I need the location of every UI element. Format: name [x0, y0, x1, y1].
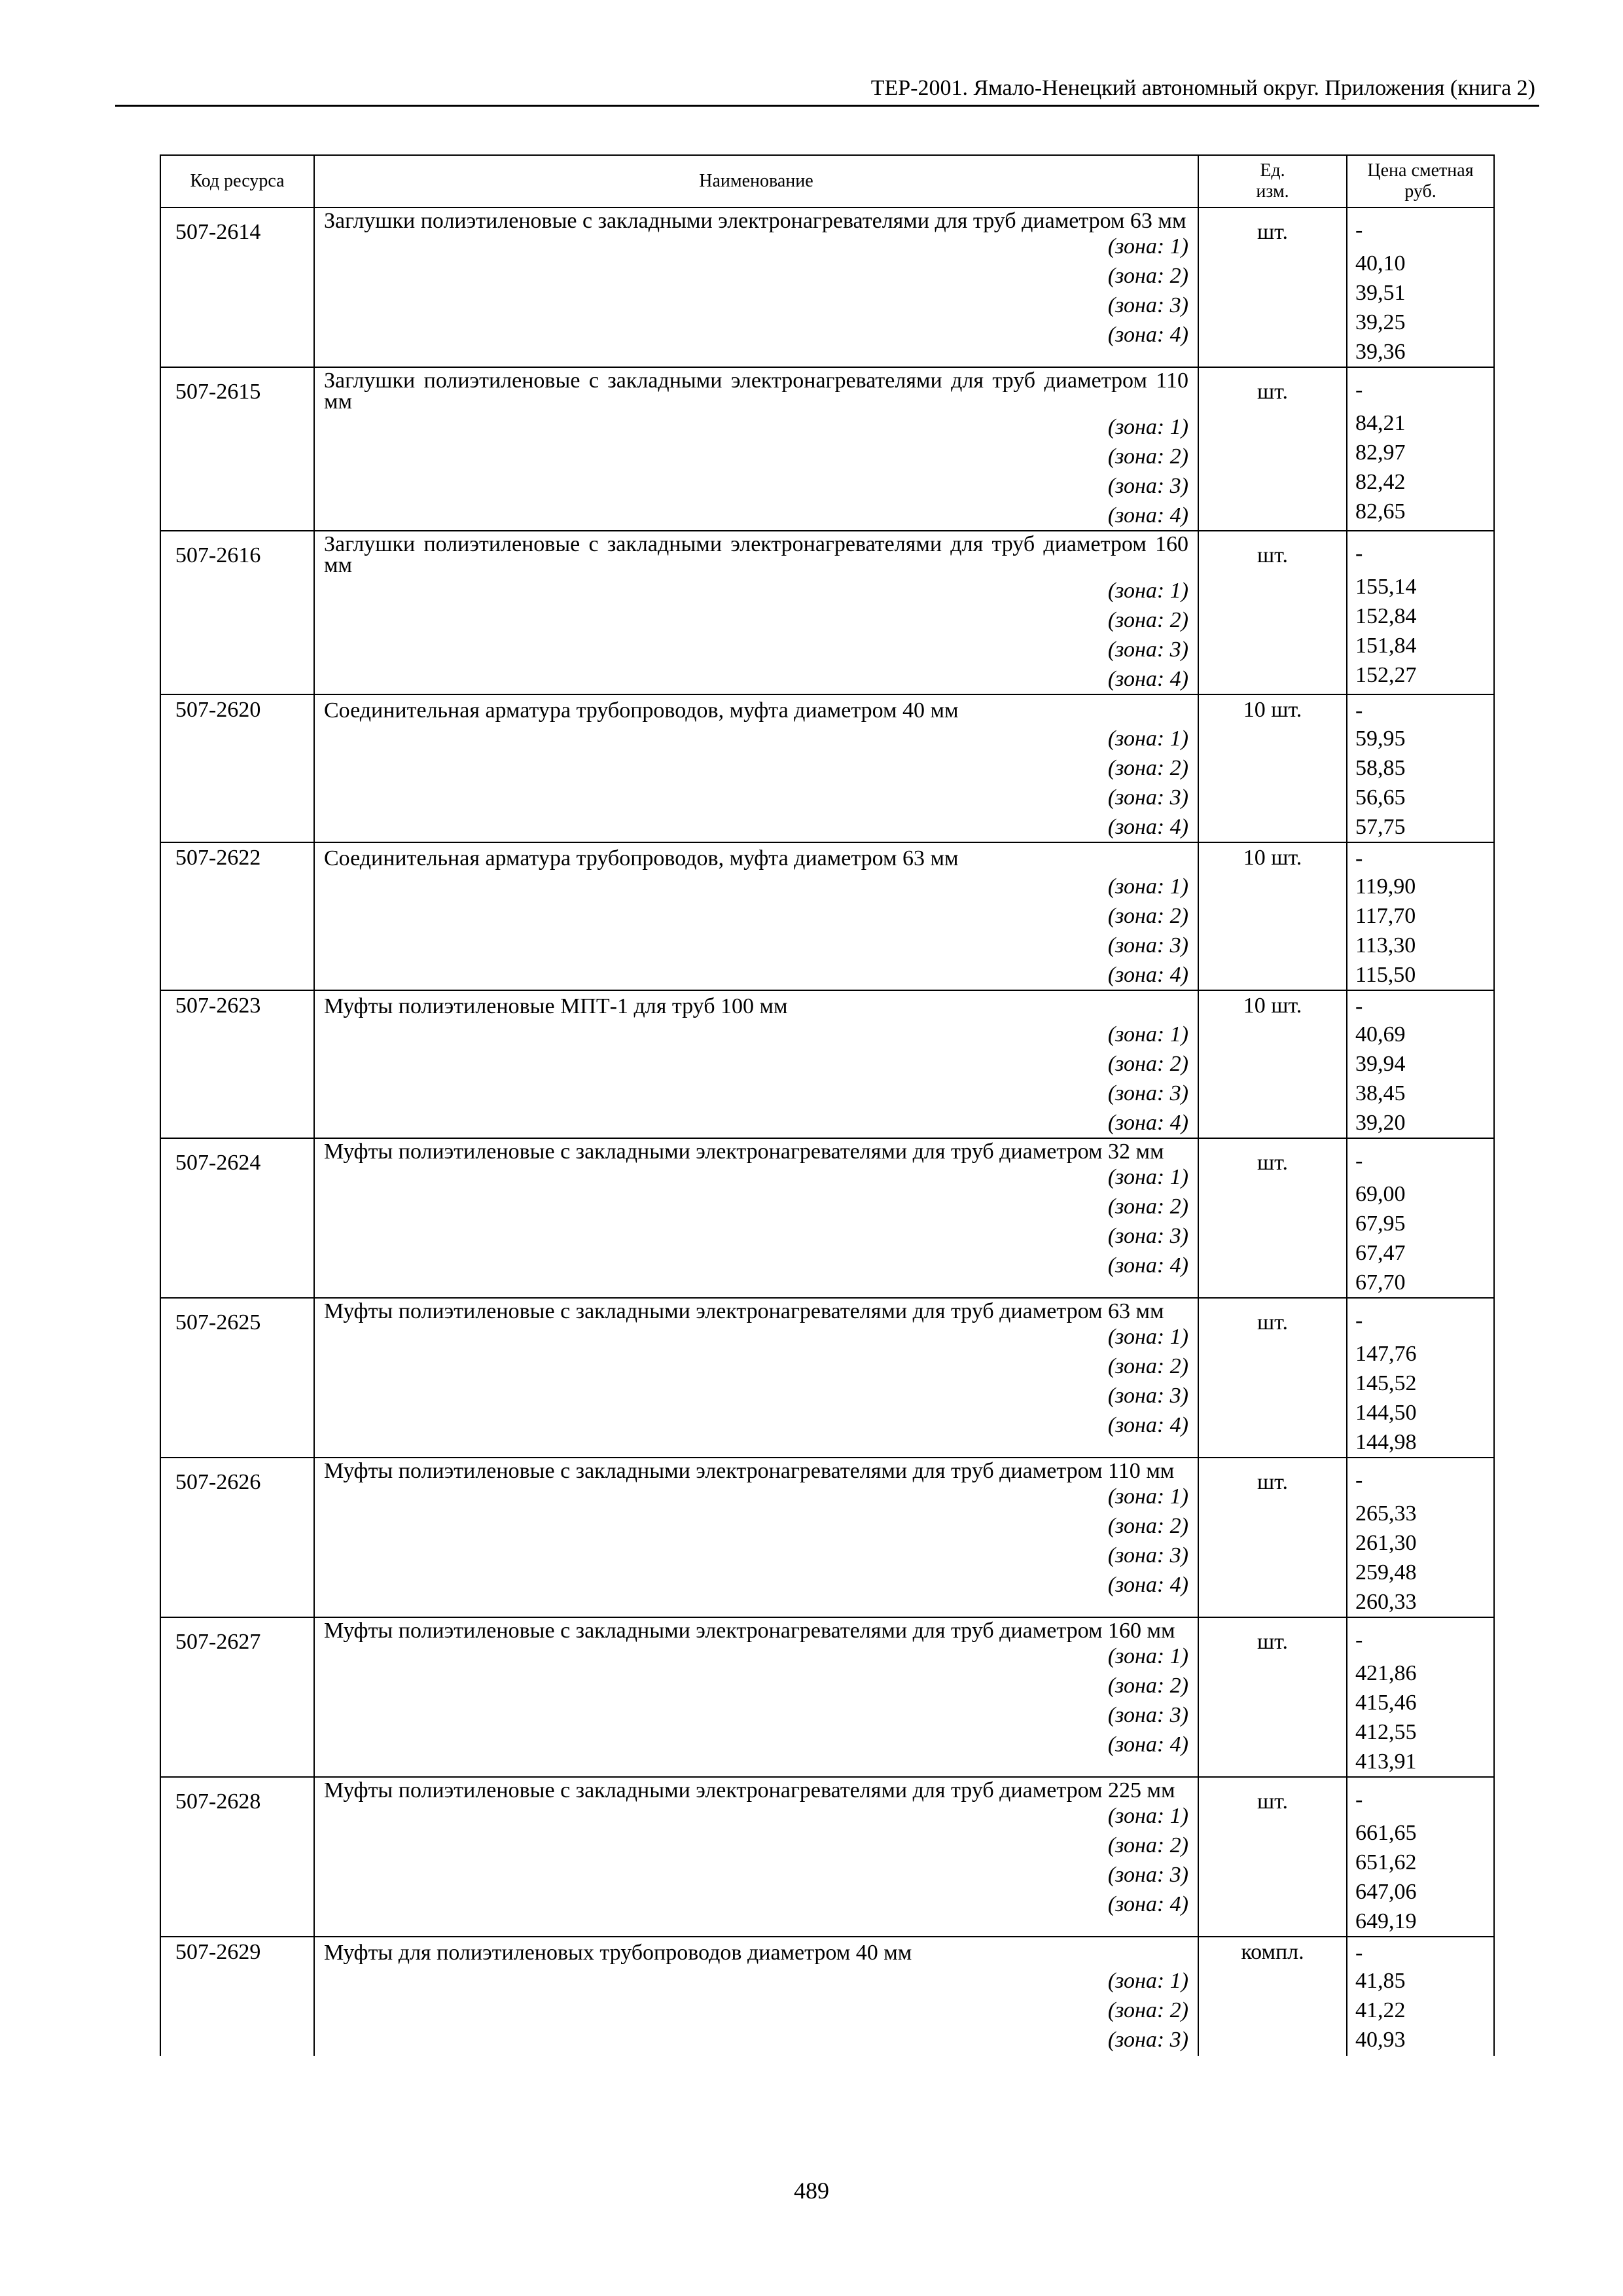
unit-of-measure: шт. [1198, 1617, 1347, 1777]
price-table [160, 154, 1495, 2056]
zone-label: (зона: 2) [1107, 1354, 1188, 1378]
resource-name: Муфты полиэтиленовые МПТ-1 для труб 100 мм [324, 994, 788, 1018]
zone-price: 40,93 [1355, 2028, 1406, 2052]
unit-of-measure: шт. [1198, 207, 1347, 367]
zone-price: 82,65 [1355, 499, 1406, 524]
table-row [160, 1298, 1494, 1458]
unit-of-measure: шт. [1198, 367, 1347, 531]
zone-price: 59,95 [1355, 726, 1406, 751]
resource-code: 507-2614 [160, 207, 314, 367]
zone-price: 67,70 [1355, 1270, 1406, 1295]
zone-label: (зона: 4) [1107, 1732, 1188, 1757]
unit-of-measure: шт. [1198, 1777, 1347, 1937]
col-header-price: Цена сметная руб. [1347, 155, 1494, 207]
resource-name-cell [314, 207, 1198, 367]
zone-label: (зона: 4) [1107, 1413, 1188, 1437]
zone-price: 56,65 [1355, 785, 1406, 810]
table-row [160, 1937, 1494, 2056]
zone-price: 41,22 [1355, 1998, 1406, 2022]
base-price: - [1355, 994, 1363, 1018]
zone-label: (зона: 3) [1107, 1384, 1188, 1408]
resource-code: 507-2623 [160, 990, 314, 1138]
resource-name: Муфты полиэтиленовые с закладными электронагревателями для труб диаметром 225 мм [324, 1778, 1175, 1803]
zone-price: 82,42 [1355, 470, 1406, 494]
base-price: - [1355, 541, 1363, 565]
table-row [160, 367, 1494, 531]
zone-price: 39,20 [1355, 1111, 1406, 1135]
base-price: - [1355, 1787, 1363, 1812]
base-price: - [1355, 1941, 1363, 1965]
table-head [160, 155, 1494, 207]
price-cell [1347, 694, 1494, 842]
resource-name-cell [314, 694, 1198, 842]
zone-price: 38,45 [1355, 1081, 1406, 1105]
zone-price: 265,33 [1355, 1501, 1417, 1526]
resource-name-cell [314, 1937, 1198, 2056]
unit-of-measure: шт. [1198, 1138, 1347, 1298]
price-cell [1347, 1138, 1494, 1298]
zone-price: 651,62 [1355, 1850, 1417, 1874]
page-number: 489 [794, 2178, 829, 2204]
unit-of-measure: шт. [1198, 531, 1347, 694]
zone-label: (зона: 3) [1107, 1863, 1188, 1887]
price-cell [1347, 531, 1494, 694]
resource-name: Соединительная арматура трубопроводов, муфта диаметром 40 мм [324, 698, 959, 723]
zone-label: (зона: 1) [1107, 1804, 1188, 1828]
zone-label: (зона: 2) [1107, 264, 1188, 288]
zone-label: (зона: 2) [1107, 756, 1188, 780]
zone-label: (зона: 4) [1107, 1892, 1188, 1916]
zone-label: (зона: 3) [1107, 1081, 1188, 1105]
base-price: - [1355, 218, 1363, 242]
resource-code: 507-2615 [160, 367, 314, 531]
zone-label: (зона: 1) [1107, 1644, 1188, 1668]
zone-price: 41,85 [1355, 1969, 1406, 1993]
zone-price: 39,25 [1355, 310, 1406, 334]
zone-label: (зона: 1) [1107, 1325, 1188, 1349]
zone-price: 119,90 [1355, 874, 1416, 899]
zone-label: (зона: 4) [1107, 963, 1188, 987]
zone-label: (зона: 4) [1107, 1111, 1188, 1135]
zone-price: 57,75 [1355, 815, 1406, 839]
zone-label: (зона: 1) [1107, 1969, 1188, 1993]
base-price: - [1355, 698, 1363, 723]
resource-name: Муфты полиэтиленовые с закладными электронагревателями для труб диаметром 63 мм [324, 1299, 1164, 1323]
zone-label: (зона: 4) [1107, 323, 1188, 347]
zone-price: 259,48 [1355, 1560, 1417, 1585]
zone-price: 151,84 [1355, 634, 1417, 658]
resource-code: 507-2628 [160, 1777, 314, 1937]
resource-code: 507-2626 [160, 1458, 314, 1617]
resource-name-cell [314, 990, 1198, 1138]
base-price: - [1355, 378, 1363, 402]
zone-price: 661,65 [1355, 1821, 1417, 1845]
zone-price: 84,21 [1355, 411, 1406, 435]
resource-name: Муфты для полиэтиленовых трубопроводов диаметром 40 мм [324, 1941, 912, 1965]
zone-price: 144,50 [1355, 1401, 1417, 1425]
resource-name-cell [314, 531, 1198, 694]
unit-of-measure: шт. [1198, 1458, 1347, 1617]
base-price: - [1355, 1149, 1363, 1173]
zone-price: 40,69 [1355, 1022, 1406, 1047]
zone-label: (зона: 3) [1107, 637, 1188, 662]
price-cell [1347, 990, 1494, 1138]
zone-price: 69,00 [1355, 1182, 1406, 1206]
zone-label: (зона: 1) [1107, 415, 1188, 439]
zone-price: 39,94 [1355, 1052, 1406, 1076]
zone-label: (зона: 4) [1107, 503, 1188, 528]
zone-label: (зона: 1) [1107, 234, 1188, 259]
zone-price: 115,50 [1355, 963, 1416, 987]
zone-price: 415,46 [1355, 1691, 1417, 1715]
zone-label: (зона: 3) [1107, 1543, 1188, 1568]
table-body [160, 207, 1494, 2056]
table-row [160, 207, 1494, 367]
price-cell [1347, 207, 1494, 367]
resource-code: 507-2624 [160, 1138, 314, 1298]
zone-label: (зона: 1) [1107, 579, 1188, 603]
zone-label: (зона: 1) [1107, 1484, 1188, 1509]
resource-name-cell [314, 367, 1198, 531]
resource-name: Муфты полиэтиленовые с закладными электронагревателями для труб диаметром 32 мм [324, 1139, 1164, 1164]
table-row [160, 1458, 1494, 1617]
resource-name-cell [314, 842, 1198, 990]
header-title: ТЕР-2001. Ямало-Ненецкий автономный округ. Приложения (книга 2) [870, 76, 1535, 100]
table-row [160, 531, 1494, 694]
unit-of-measure: 10 шт. [1198, 694, 1347, 842]
zone-price: 39,51 [1355, 281, 1406, 305]
zone-price: 260,33 [1355, 1590, 1417, 1614]
table-row [160, 990, 1494, 1138]
resource-code: 507-2629 [160, 1937, 314, 2056]
zone-label: (зона: 3) [1107, 293, 1188, 317]
zone-label: (зона: 2) [1107, 1194, 1188, 1219]
price-cell [1347, 1617, 1494, 1777]
price-cell [1347, 1458, 1494, 1617]
resource-name-cell [314, 1777, 1198, 1937]
zone-label: (зона: 2) [1107, 1998, 1188, 2022]
zone-label: (зона: 1) [1107, 726, 1188, 751]
resource-name: Заглушки полиэтиленовые с закладными электронагревателями для труб диаметром 63 мм [324, 209, 1186, 233]
zone-price: 58,85 [1355, 756, 1406, 780]
zone-label: (зона: 3) [1107, 2028, 1188, 2052]
table-row [160, 1777, 1494, 1937]
zone-label: (зона: 3) [1107, 474, 1188, 498]
zone-price: 117,70 [1355, 904, 1416, 928]
zone-price: 144,98 [1355, 1430, 1417, 1454]
zone-label: (зона: 2) [1107, 1674, 1188, 1698]
resource-name: Соединительная арматура трубопроводов, муфта диаметром 63 мм [324, 846, 959, 870]
zone-price: 155,14 [1355, 575, 1417, 599]
zone-price: 145,52 [1355, 1371, 1417, 1395]
unit-of-measure: 10 шт. [1198, 990, 1347, 1138]
table-row [160, 842, 1494, 990]
zone-label: (зона: 1) [1107, 874, 1188, 899]
zone-price: 412,55 [1355, 1720, 1417, 1744]
zone-price: 67,47 [1355, 1241, 1406, 1265]
zone-price: 647,06 [1355, 1880, 1417, 1904]
resource-name-cell [314, 1617, 1198, 1777]
running-header [115, 73, 1539, 107]
zone-label: (зона: 1) [1107, 1165, 1188, 1189]
zone-label: (зона: 2) [1107, 1514, 1188, 1538]
zone-price: 261,30 [1355, 1531, 1417, 1555]
resource-code: 507-2627 [160, 1617, 314, 1777]
zone-label: (зона: 4) [1107, 667, 1188, 691]
resource-name-cell [314, 1458, 1198, 1617]
zone-price: 67,95 [1355, 1211, 1406, 1236]
resource-code: 507-2616 [160, 531, 314, 694]
resource-code: 507-2622 [160, 842, 314, 990]
zone-label: (зона: 2) [1107, 1833, 1188, 1857]
zone-label: (зона: 4) [1107, 1573, 1188, 1597]
zone-label: (зона: 2) [1107, 904, 1188, 928]
zone-price: 152,84 [1355, 604, 1417, 628]
zone-label: (зона: 2) [1107, 444, 1188, 469]
base-price: - [1355, 1468, 1363, 1492]
resource-name: Муфты полиэтиленовые с закладными электронагревателями для труб диаметром 160 мм [324, 1619, 1175, 1643]
resource-name-cell [314, 1298, 1198, 1458]
resource-name: Заглушки полиэтиленовые с закладными электронагревателями для труб диаметром 110 мм [324, 368, 1188, 414]
table-row [160, 1138, 1494, 1298]
unit-of-measure: шт. [1198, 1298, 1347, 1458]
base-price: - [1355, 1308, 1363, 1333]
zone-label: (зона: 3) [1107, 1703, 1188, 1727]
price-cell [1347, 842, 1494, 990]
resource-code: 507-2620 [160, 694, 314, 842]
price-cell [1347, 367, 1494, 531]
unit-of-measure: компл. [1198, 1937, 1347, 2056]
zone-label: (зона: 4) [1107, 815, 1188, 839]
zone-label: (зона: 3) [1107, 1224, 1188, 1248]
price-cell [1347, 1777, 1494, 1937]
zone-price: 39,36 [1355, 340, 1406, 364]
table-row [160, 694, 1494, 842]
base-price: - [1355, 1628, 1363, 1652]
zone-label: (зона: 3) [1107, 933, 1188, 958]
zone-price: 113,30 [1355, 933, 1416, 958]
col-header-unit: Ед. изм. [1198, 155, 1347, 207]
table-row [160, 1617, 1494, 1777]
zone-price: 649,19 [1355, 1909, 1417, 1933]
price-cell [1347, 1298, 1494, 1458]
zone-label: (зона: 3) [1107, 785, 1188, 810]
price-cell [1347, 1937, 1494, 2056]
col-header-name: Наименование [314, 155, 1198, 207]
resource-name: Заглушки полиэтиленовые с закладными электронагревателями для труб диаметром 160 мм [324, 532, 1188, 577]
zone-price: 413,91 [1355, 1749, 1417, 1774]
resource-code: 507-2625 [160, 1298, 314, 1458]
zone-price: 82,97 [1355, 440, 1406, 465]
resource-name: Муфты полиэтиленовые с закладными электронагревателями для труб диаметром 110 мм [324, 1459, 1175, 1483]
zone-price: 152,27 [1355, 663, 1417, 687]
zone-price: 40,10 [1355, 251, 1406, 276]
resource-name-cell [314, 1138, 1198, 1298]
col-header-code: Код ресурса [160, 155, 314, 207]
zone-price: 147,76 [1355, 1342, 1417, 1366]
zone-label: (зона: 4) [1107, 1253, 1188, 1278]
unit-of-measure: 10 шт. [1198, 842, 1347, 990]
base-price: - [1355, 846, 1363, 870]
zone-label: (зона: 2) [1107, 1052, 1188, 1076]
zone-price: 421,86 [1355, 1661, 1417, 1685]
zone-label: (зона: 2) [1107, 608, 1188, 632]
zone-label: (зона: 1) [1107, 1022, 1188, 1047]
